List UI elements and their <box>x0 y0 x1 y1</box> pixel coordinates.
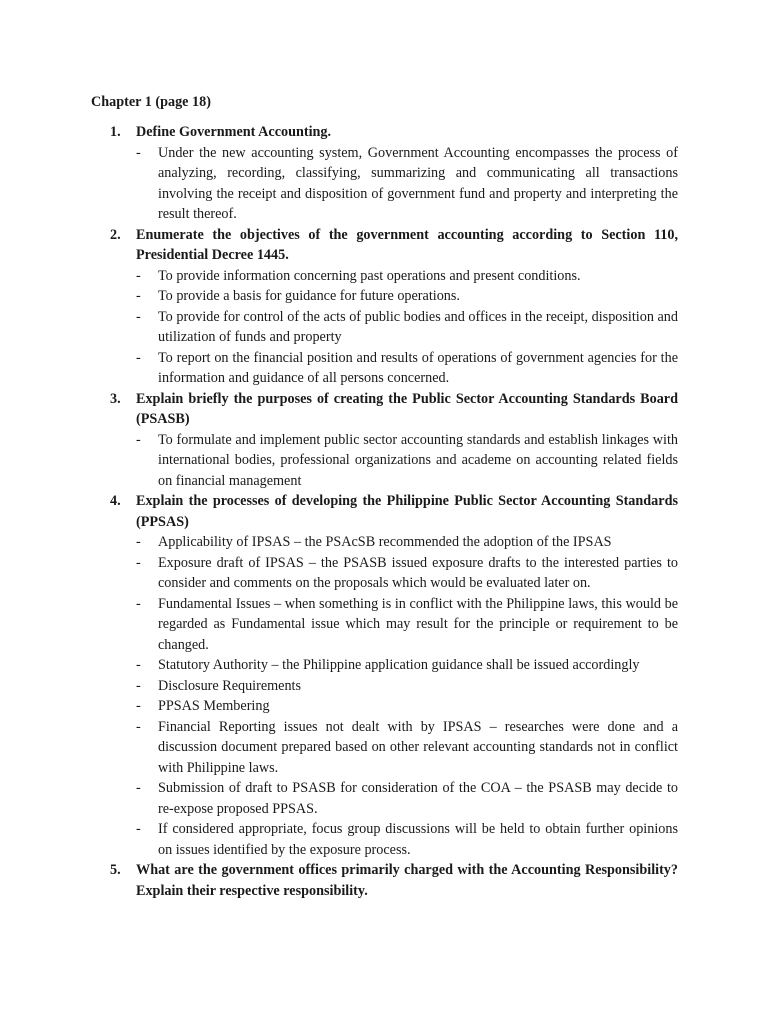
answer-list <box>136 430 678 492</box>
answer-text: Submission of draft to PSASB for consideration of the COA – the PSASB may decide to re-expose proposed PPSAS. <box>158 780 678 817</box>
answer-list <box>136 266 678 389</box>
answer-text: To formulate and implement public sector accounting standards and establish linkages with international bodies, professional organizations and academe on accounting related fields on financial management <box>158 431 678 489</box>
dash-bullet-icon: - <box>136 554 141 571</box>
dash-bullet-icon: - <box>136 657 141 673</box>
answer-item <box>136 594 678 656</box>
answer-item <box>136 696 678 717</box>
dash-bullet-icon: - <box>136 308 141 325</box>
dash-bullet-icon: - <box>136 718 141 735</box>
answer-text: Disclosure Requirements <box>158 677 302 694</box>
answer-item <box>136 307 678 348</box>
question-title: Define Government Accounting. <box>136 124 332 140</box>
question-2 <box>110 225 678 389</box>
chapter-heading: Chapter 1 (page 18) <box>91 94 211 110</box>
question-number: 3. <box>110 390 121 407</box>
dash-bullet-icon: - <box>136 821 141 837</box>
dash-bullet-icon: - <box>136 534 141 550</box>
answer-list <box>136 143 678 225</box>
question-title: Explain briefly the purposes of creating the Public Sector Accounting Standards Board (PSASB) <box>136 390 678 427</box>
question-title: What are the government offices primarily charged with the Accounting Responsibility? Explain their respective responsibility. <box>136 862 678 899</box>
answer-text: To provide information concerning past operations and present conditions. <box>158 267 581 284</box>
question-3 <box>110 389 678 492</box>
dash-bullet-icon: - <box>136 595 141 612</box>
question-title: Explain the processes of developing the Philippine Public Sector Accounting Standards (PPSAS) <box>136 493 678 530</box>
answer-text: To report on the financial position and results of operations of government agencies for the information and guidance of all persons concerned. <box>158 349 678 386</box>
dash-bullet-icon: - <box>136 431 141 448</box>
answer-text: To provide for control of the acts of public bodies and offices in the receipt, disposition and utilization of funds and property <box>158 308 678 345</box>
dash-bullet-icon: - <box>136 144 141 161</box>
question-number: 1. <box>110 124 121 140</box>
answer-item <box>136 553 678 594</box>
answer-item <box>136 348 678 389</box>
answer-item <box>136 717 678 779</box>
question-number: 4. <box>110 493 121 509</box>
answer-item <box>136 778 678 819</box>
answer-item <box>136 266 678 287</box>
question-4 <box>110 491 678 860</box>
answer-text: Financial Reporting issues not dealt with by IPSAS – researches were done and a discussion document prepared based on other relevant accounting standards not in conflict with Philippine laws. <box>158 718 678 776</box>
answer-item <box>136 532 678 553</box>
answer-text: To provide a basis for guidance for future operations. <box>158 288 460 304</box>
answer-text: Fundamental Issues – when something is in conflict with the Philippine laws, this would be regarded as Fundamental issue which may result for the principle or requirement to be changed. <box>158 595 678 653</box>
answer-list <box>136 532 678 860</box>
answer-text: PPSAS Membering <box>158 698 270 714</box>
question-number: 5. <box>110 862 121 878</box>
question-5 <box>110 860 678 901</box>
answer-text: Exposure draft of IPSAS – the PSASB issued exposure drafts to the interested parties to consider and comments on the proposals which would be evaluated later on. <box>158 554 678 591</box>
dash-bullet-icon: - <box>136 677 141 694</box>
answer-text: Statutory Authority – the Philippine application guidance shall be issued accordingly <box>158 657 640 673</box>
answer-item <box>136 430 678 492</box>
answer-item <box>136 676 678 697</box>
answer-text: Under the new accounting system, Government Accounting encompasses the process of analyzing, recording, classifying, summarizing and communicating all transactions involving the receipt and disposition of government fund and property and interpreting the result thereof. <box>158 144 678 222</box>
question-list <box>110 122 678 901</box>
dash-bullet-icon: - <box>136 267 141 284</box>
dash-bullet-icon: - <box>136 349 141 366</box>
answer-text: Applicability of IPSAS – the PSAcSB recommended the adoption of the IPSAS <box>158 534 612 550</box>
dash-bullet-icon: - <box>136 288 141 304</box>
answer-item <box>136 286 678 307</box>
question-title: Enumerate the objectives of the government accounting according to Section 110, Presidential Decree 1445. <box>136 226 678 263</box>
question-number: 2. <box>110 226 121 243</box>
dash-bullet-icon: - <box>136 780 141 796</box>
answer-item <box>136 819 678 860</box>
answer-item <box>136 143 678 225</box>
answer-text: If considered appropriate, focus group discussions will be held to obtain further opinions on issues identified by the exposure process. <box>158 821 678 858</box>
dash-bullet-icon: - <box>136 698 141 714</box>
answer-item <box>136 655 678 676</box>
question-1 <box>110 122 678 225</box>
